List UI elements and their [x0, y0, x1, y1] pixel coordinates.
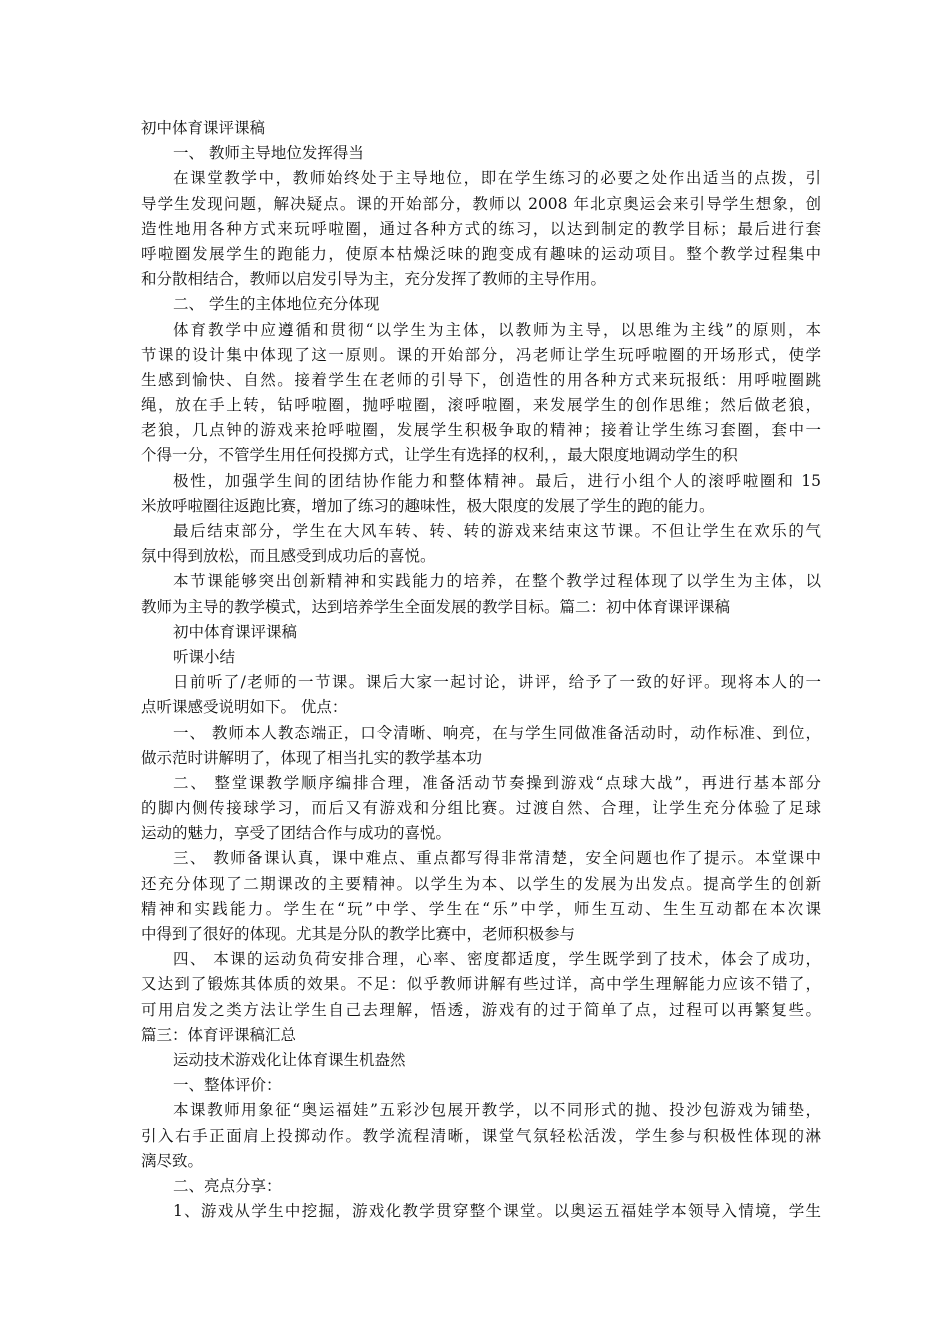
- text-line: 最后结束部分，学生在大风车转、转、转的游戏来结束这节课。不但让学生在欢乐的气: [173, 522, 821, 540]
- text-line: 二、亮点分享：: [173, 1176, 282, 1195]
- text-line: 本节课能够突出创新精神和实践能力的培养，在整个教学过程体现了以学生为主体，以: [173, 572, 821, 591]
- text-line: 一、整体评价：: [173, 1076, 282, 1095]
- text-line: 初中体育课评课稿: [173, 622, 298, 641]
- text-line: 氛中得到放松，而且感受到成功后的喜悦。: [141, 547, 436, 566]
- text-line: 极性，加强学生间的团结协作能力和整体精神。最后，进行小组个人的滚呼啦圈和 15: [173, 471, 821, 490]
- document-body: [141, 116, 821, 1224]
- text-line: 一、 教师本人教态端正，口令清晰、响亮，在与学生同做准备活动时，动作标准、到位，: [173, 723, 821, 742]
- text-line: 还充分体现了二期课改的主要精神。以学生为本、以学生的发展为出发点。提高学生的创新: [141, 874, 821, 893]
- text-line: 一、 教师主导地位发挥得当: [173, 144, 364, 163]
- text-line: 二、 学生的主体地位充分体现: [173, 295, 380, 314]
- text-line: 听课小结: [173, 647, 236, 666]
- text-line: 绳，放在手上转，钻呼啦圈，抛呼啦圈，滚呼啦圈，来发展学生的创作思维；然后做老狼，: [141, 396, 821, 415]
- text-line: 和分散相结合，教师以启发引导为主，充分发挥了教师的主导作用。: [141, 270, 607, 289]
- text-line: 又达到了锻炼其体质的效果。不足：似乎教师讲解有些过详，高中学生理解能力应该不错了，: [141, 975, 821, 994]
- text-line: 精神和实践能力。学生在“玩”中学、学生在“乐”中学，师生互动、生生互动都在本次课: [141, 899, 821, 918]
- text-line: 教师为主导的教学模式，达到培养学生全面发展的教学目标。篇二：初中体育课评课稿: [141, 597, 731, 616]
- text-line: 生感到愉快、自然。接着学生在老师的引导下，创造性的用各种方式来玩报纸：用呼啦圈跳: [141, 370, 821, 389]
- text-line: 米放呼啦圈往返跑比赛，增加了练习的趣味性，极大限度的发展了学生的跑的能力。: [141, 496, 715, 515]
- text-line: 初中体育课评课稿: [141, 119, 266, 137]
- text-line: 导学生发现问题，解决疑点。课的开始部分，教师以 2008 年北京奥运会来引导学生想象，创: [141, 194, 821, 213]
- text-line: 老狼，几点钟的游戏来抢呼啦圈，发展学生积极争取的精神；接着让学生练习套圈，套中一: [141, 421, 821, 440]
- text-line: 本课教师用象征“奥运福娃”五彩沙包展开教学，以不同形式的抛、投沙包游戏为铺垫，: [173, 1101, 821, 1120]
- text-line: 运动的魅力，享受了团结合作与成功的喜悦。: [141, 824, 452, 843]
- text-line: 节课的设计集中体现了这一原则。课的开始部分，冯老师让学生玩呼啦圈的开场形式，使学: [141, 345, 821, 364]
- text-line: 的脚内侧传接球学习，而后又有游戏和分组比赛。过渡自然、合理，让学生充分体验了足球: [141, 799, 821, 818]
- text-line: 1、游戏从学生中挖掘，游戏化教学贯穿整个课堂。以奥运五福娃学本领导入情境，学生: [173, 1202, 821, 1221]
- text-line: 体育教学中应遵循和贯彻“以学生为主体，以教师为主导，以思维为主线”的原则，本: [173, 320, 821, 339]
- text-line: 漓尽致。: [141, 1151, 204, 1170]
- text-line: 造性地用各种方式来玩呼啦圈，通过各种方式的练习，以达到制定的教学目标；最后进行套: [141, 219, 821, 238]
- text-line: 呼啦圈发展学生的跑能力，使原本枯燥泛味的跑变成有趣味的运动项目。整个教学过程集中: [141, 244, 821, 263]
- text-line: 四、 本课的运动负荷安排合理，心率、密度都适度，学生既学到了技术，体会了成功，: [173, 950, 821, 969]
- text-line: 三、 教师备课认真，课中难点、重点都写得非常清楚，安全问题也作了提示。本堂课中: [173, 849, 821, 868]
- text-line: 日前听了/老师的一节课。课后大家一起讨论，讲评，给予了一致的好评。现将本人的一: [173, 673, 821, 692]
- text-line: 二、 整堂课教学顺序编排合理，准备活动节奏操到游戏“点球大战”，再进行基本部分: [173, 773, 821, 792]
- text-line: 可用启发之类方法让学生自己去理解，悟透，游戏有的过于简单了点，过程可以再繁复些。: [141, 1000, 821, 1019]
- text-line: 篇三：体育评课稿汇总: [141, 1025, 297, 1044]
- text-line: 运动技术游戏化让体育课生机盎然: [173, 1050, 406, 1069]
- text-line: 在课堂教学中，教师始终处于主导地位，即在学生练习的必要之处作出适当的点拨，引: [173, 169, 821, 188]
- text-line: 点听课感受说明如下。 优点：: [141, 698, 348, 717]
- text-line: 中得到了很好的体现。尤其是分队的教学比赛中，老师积极参与: [141, 925, 576, 943]
- text-line: 做示范时讲解明了，体现了相当扎实的教学基本功: [141, 748, 483, 767]
- text-line: 个得一分，不管学生用任何投掷方式，让学生有选择的权利，，最大限度地调动学生的积: [141, 446, 738, 465]
- text-line: 引入右手正面肩上投掷动作。教学流程清晰，课堂气氛轻松活泼，学生参与积极性体现的淋: [141, 1126, 821, 1145]
